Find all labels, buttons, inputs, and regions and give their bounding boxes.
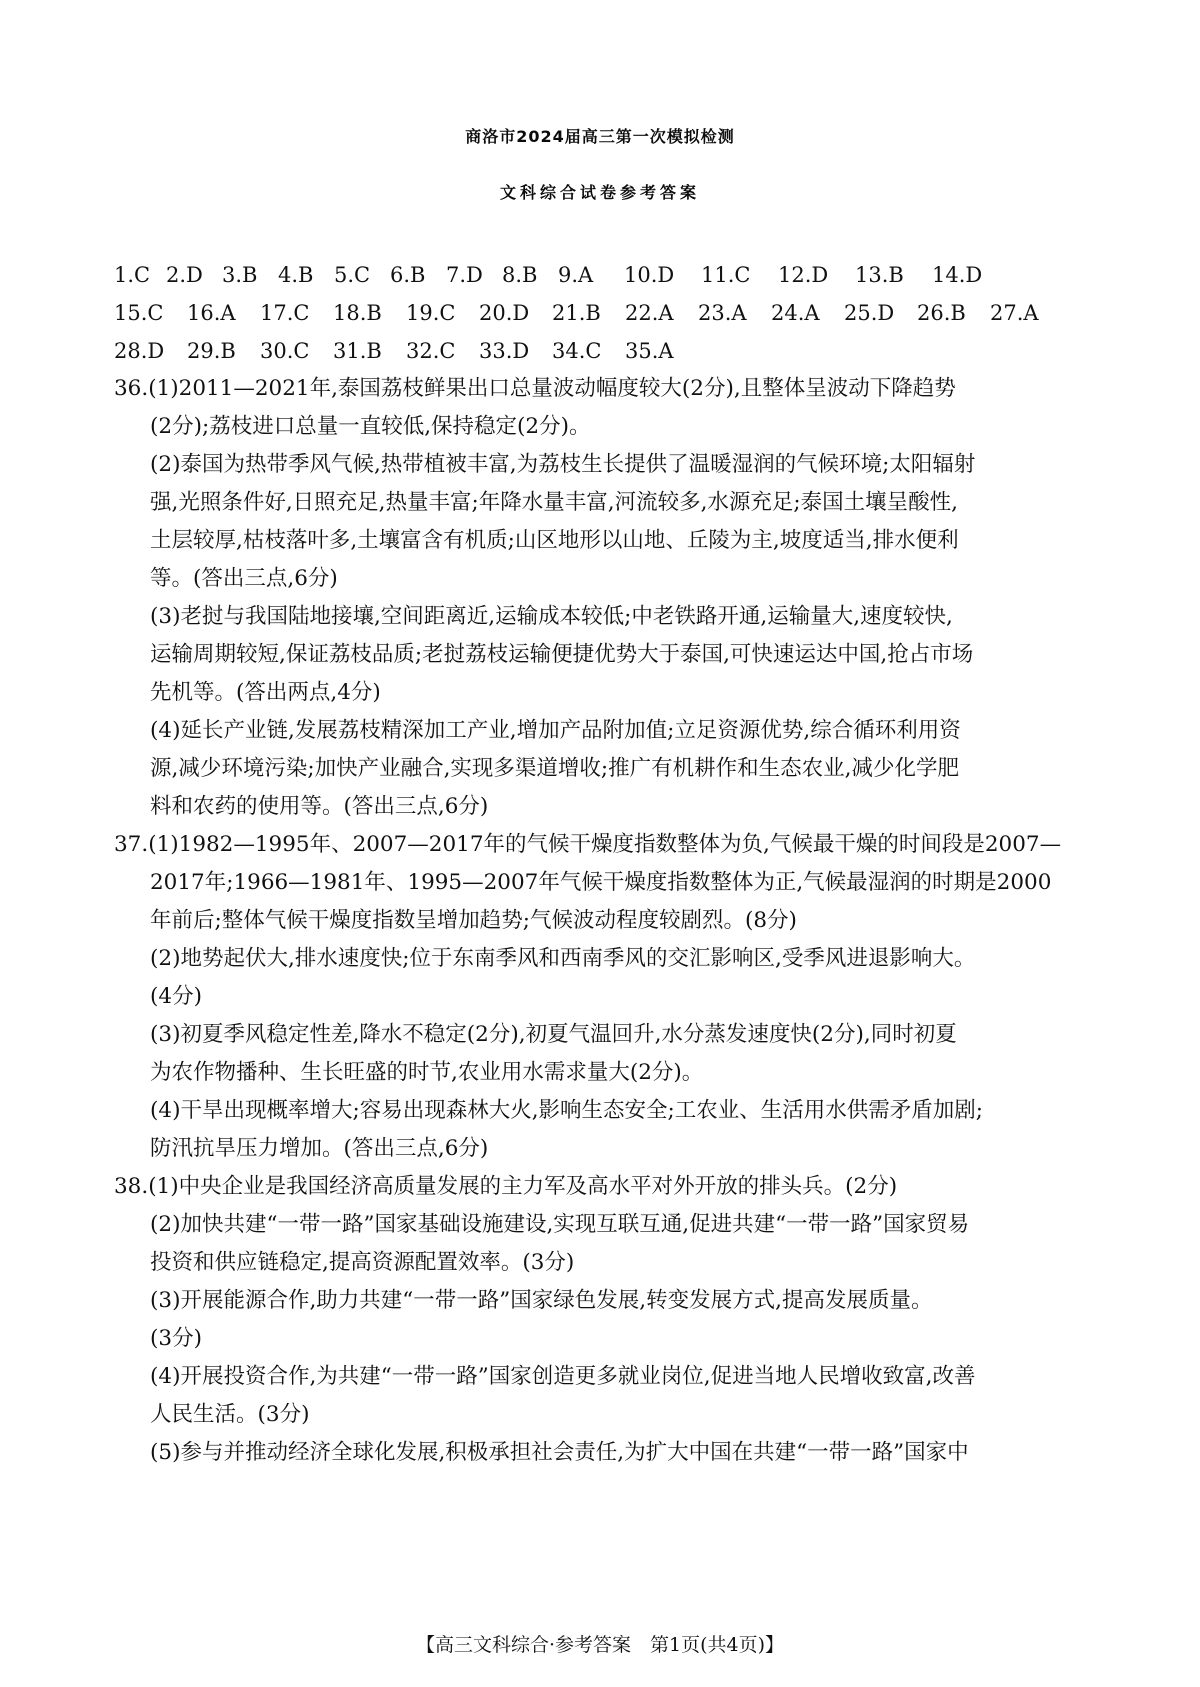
answer-line: (3)初夏季风稳定性差,降水不稳定(2分),初夏气温回升,水分蒸发速度快(2分),同时初夏 <box>150 1022 957 1047</box>
mc-answer: 24.A <box>771 301 820 325</box>
answer-line: (4)开展投资合作,为共建“一带一路”国家创造更多就业岗位,促进当地人民增收致富,改善 <box>150 1364 976 1389</box>
answer-line: (4分) <box>150 984 202 1009</box>
mc-answer: 27.A <box>990 301 1039 325</box>
mc-answer: 21.B <box>552 301 601 325</box>
exam-title: 商洛市2024届高三第一次模拟检测 <box>465 127 735 146</box>
mc-answer: 34.C <box>552 339 602 363</box>
mc-answer: 9.A <box>558 263 594 287</box>
mc-answer: 22.A <box>625 301 674 325</box>
mc-answer: 7.D <box>446 263 483 287</box>
answer-line: (3分) <box>150 1326 202 1351</box>
mc-answer: 18.B <box>333 301 382 325</box>
answer-line: 为农作物播种、生长旺盛的时节,农业用水需求量大(2分)。 <box>150 1060 704 1085</box>
mc-answer: 16.A <box>187 301 236 325</box>
mc-answer: 10.D <box>624 263 675 287</box>
answer-line: (5)参与并推动经济全球化发展,积极承担社会责任,为扩大中国在共建“一带一路”国家中 <box>150 1440 969 1465</box>
answer-line: 等。(答出三点,6分) <box>150 566 338 591</box>
answer-line: 38.(1)中央企业是我国经济高质量发展的主力军及高水平对外开放的排头兵。(2分) <box>114 1174 898 1199</box>
answer-line: 土层较厚,枯枝落叶多,土壤富含有机质;山区地形以山地、丘陵为主,坡度适当,排水便利 <box>150 528 959 553</box>
mc-answer: 32.C <box>406 339 456 363</box>
mc-answer: 8.B <box>502 263 538 287</box>
answer-line: (4)延长产业链,发展荔枝精深加工产业,增加产品附加值;立足资源优势,综合循环利用资 <box>150 718 961 743</box>
mc-answer: 4.B <box>278 263 314 287</box>
mc-answer: 19.C <box>406 301 456 325</box>
answer-line: 防汛抗旱压力增加。(答出三点,6分) <box>150 1136 489 1161</box>
answer-line: 运输周期较短,保证荔枝品质;老挝荔枝运输便捷优势大于泰国,可快速运达中国,抢占市场 <box>150 642 974 667</box>
mc-answer: 23.A <box>698 301 747 325</box>
answer-line: 人民生活。(3分) <box>150 1402 310 1427</box>
mc-answer: 25.D <box>844 301 895 325</box>
mc-answer: 11.C <box>701 263 751 287</box>
mc-answer: 33.D <box>479 339 530 363</box>
answer-key-title: 文科综合试卷参考答案 <box>499 183 700 202</box>
mc-answer: 6.B <box>390 263 426 287</box>
mc-answer: 12.D <box>778 263 829 287</box>
mc-answer: 35.A <box>625 339 674 363</box>
mc-answer: 28.D <box>114 339 165 363</box>
mc-answer-row <box>114 336 674 366</box>
mc-answer: 26.B <box>917 301 966 325</box>
mc-answer: 30.C <box>260 339 310 363</box>
answer-line: (3)开展能源合作,助力共建“一带一路”国家绿色发展,转变发展方式,提高发展质量。 <box>150 1288 933 1313</box>
answer-line: 36.(1)2011—2021年,泰国荔枝鲜果出口总量波动幅度较大(2分),且整体呈波动下降趋势 <box>114 376 956 401</box>
mc-answer: 20.D <box>479 301 530 325</box>
mc-answer: 1.C <box>114 263 151 287</box>
answer-line: (3)老挝与我国陆地接壤,空间距离近,运输成本较低;中老铁路开通,运输量大,速度较快, <box>150 604 953 629</box>
answer-line: 37.(1)1982—1995年、2007—2017年的气候干燥度指数整体为负,气候最干燥的时间段是2007— <box>114 832 1062 857</box>
answer-line: (2)加快共建“一带一路”国家基础设施建设,实现互联互通,促进共建“一带一路”国家贸易 <box>150 1212 970 1237</box>
mc-answer: 14.D <box>932 263 983 287</box>
page-footer: 【高三文科综合·参考答案 第1页(共4页)】 <box>415 1634 785 1656</box>
mc-answer: 5.C <box>334 263 371 287</box>
mc-answer: 31.B <box>333 339 382 363</box>
answer-line: 源,减少环境污染;加快产业融合,实现多渠道增收;推广有机耕作和生态农业,减少化学肥 <box>150 756 959 781</box>
mc-answer: 3.B <box>222 263 258 287</box>
mc-answer: 17.C <box>260 301 310 325</box>
answer-line: 投资和供应链稳定,提高资源配置效率。(3分) <box>150 1250 575 1275</box>
mc-answer: 2.D <box>166 263 203 287</box>
mc-answer-row <box>114 260 982 290</box>
answer-line: 年前后;整体气候干燥度指数呈增加趋势;气候波动程度较剧烈。(8分) <box>150 908 797 933</box>
answer-line: (4)干旱出现概率增大;容易出现森林大火,影响生态安全;工农业、生活用水供需矛盾加剧; <box>150 1098 984 1123</box>
answer-line: 先机等。(答出两点,4分) <box>150 680 381 705</box>
mc-answer-row <box>114 298 1039 328</box>
answer-line: 强,光照条件好,日照充足,热量丰富;年降水量丰富,河流较多,水源充足;泰国土壤呈酸性, <box>150 490 958 515</box>
answer-line: 2017年;1966—1981年、1995—2007年气候干燥度指数整体为正,气候最湿润的时期是2000 <box>150 870 1052 895</box>
answer-line: (2)泰国为热带季风气候,热带植被丰富,为荔枝生长提供了温暖湿润的气候环境;太阳辐射 <box>150 452 976 477</box>
answer-line: (2)地势起伏大,排水速度快;位于东南季风和西南季风的交汇影响区,受季风进退影响大。 <box>150 946 976 971</box>
mc-answer: 29.B <box>187 339 236 363</box>
answer-line: (2分);荔枝进口总量一直较低,保持稳定(2分)。 <box>150 414 591 439</box>
answer-line: 料和农药的使用等。(答出三点,6分) <box>150 794 489 819</box>
mc-answer: 15.C <box>114 301 164 325</box>
mc-answer: 13.B <box>855 263 904 287</box>
